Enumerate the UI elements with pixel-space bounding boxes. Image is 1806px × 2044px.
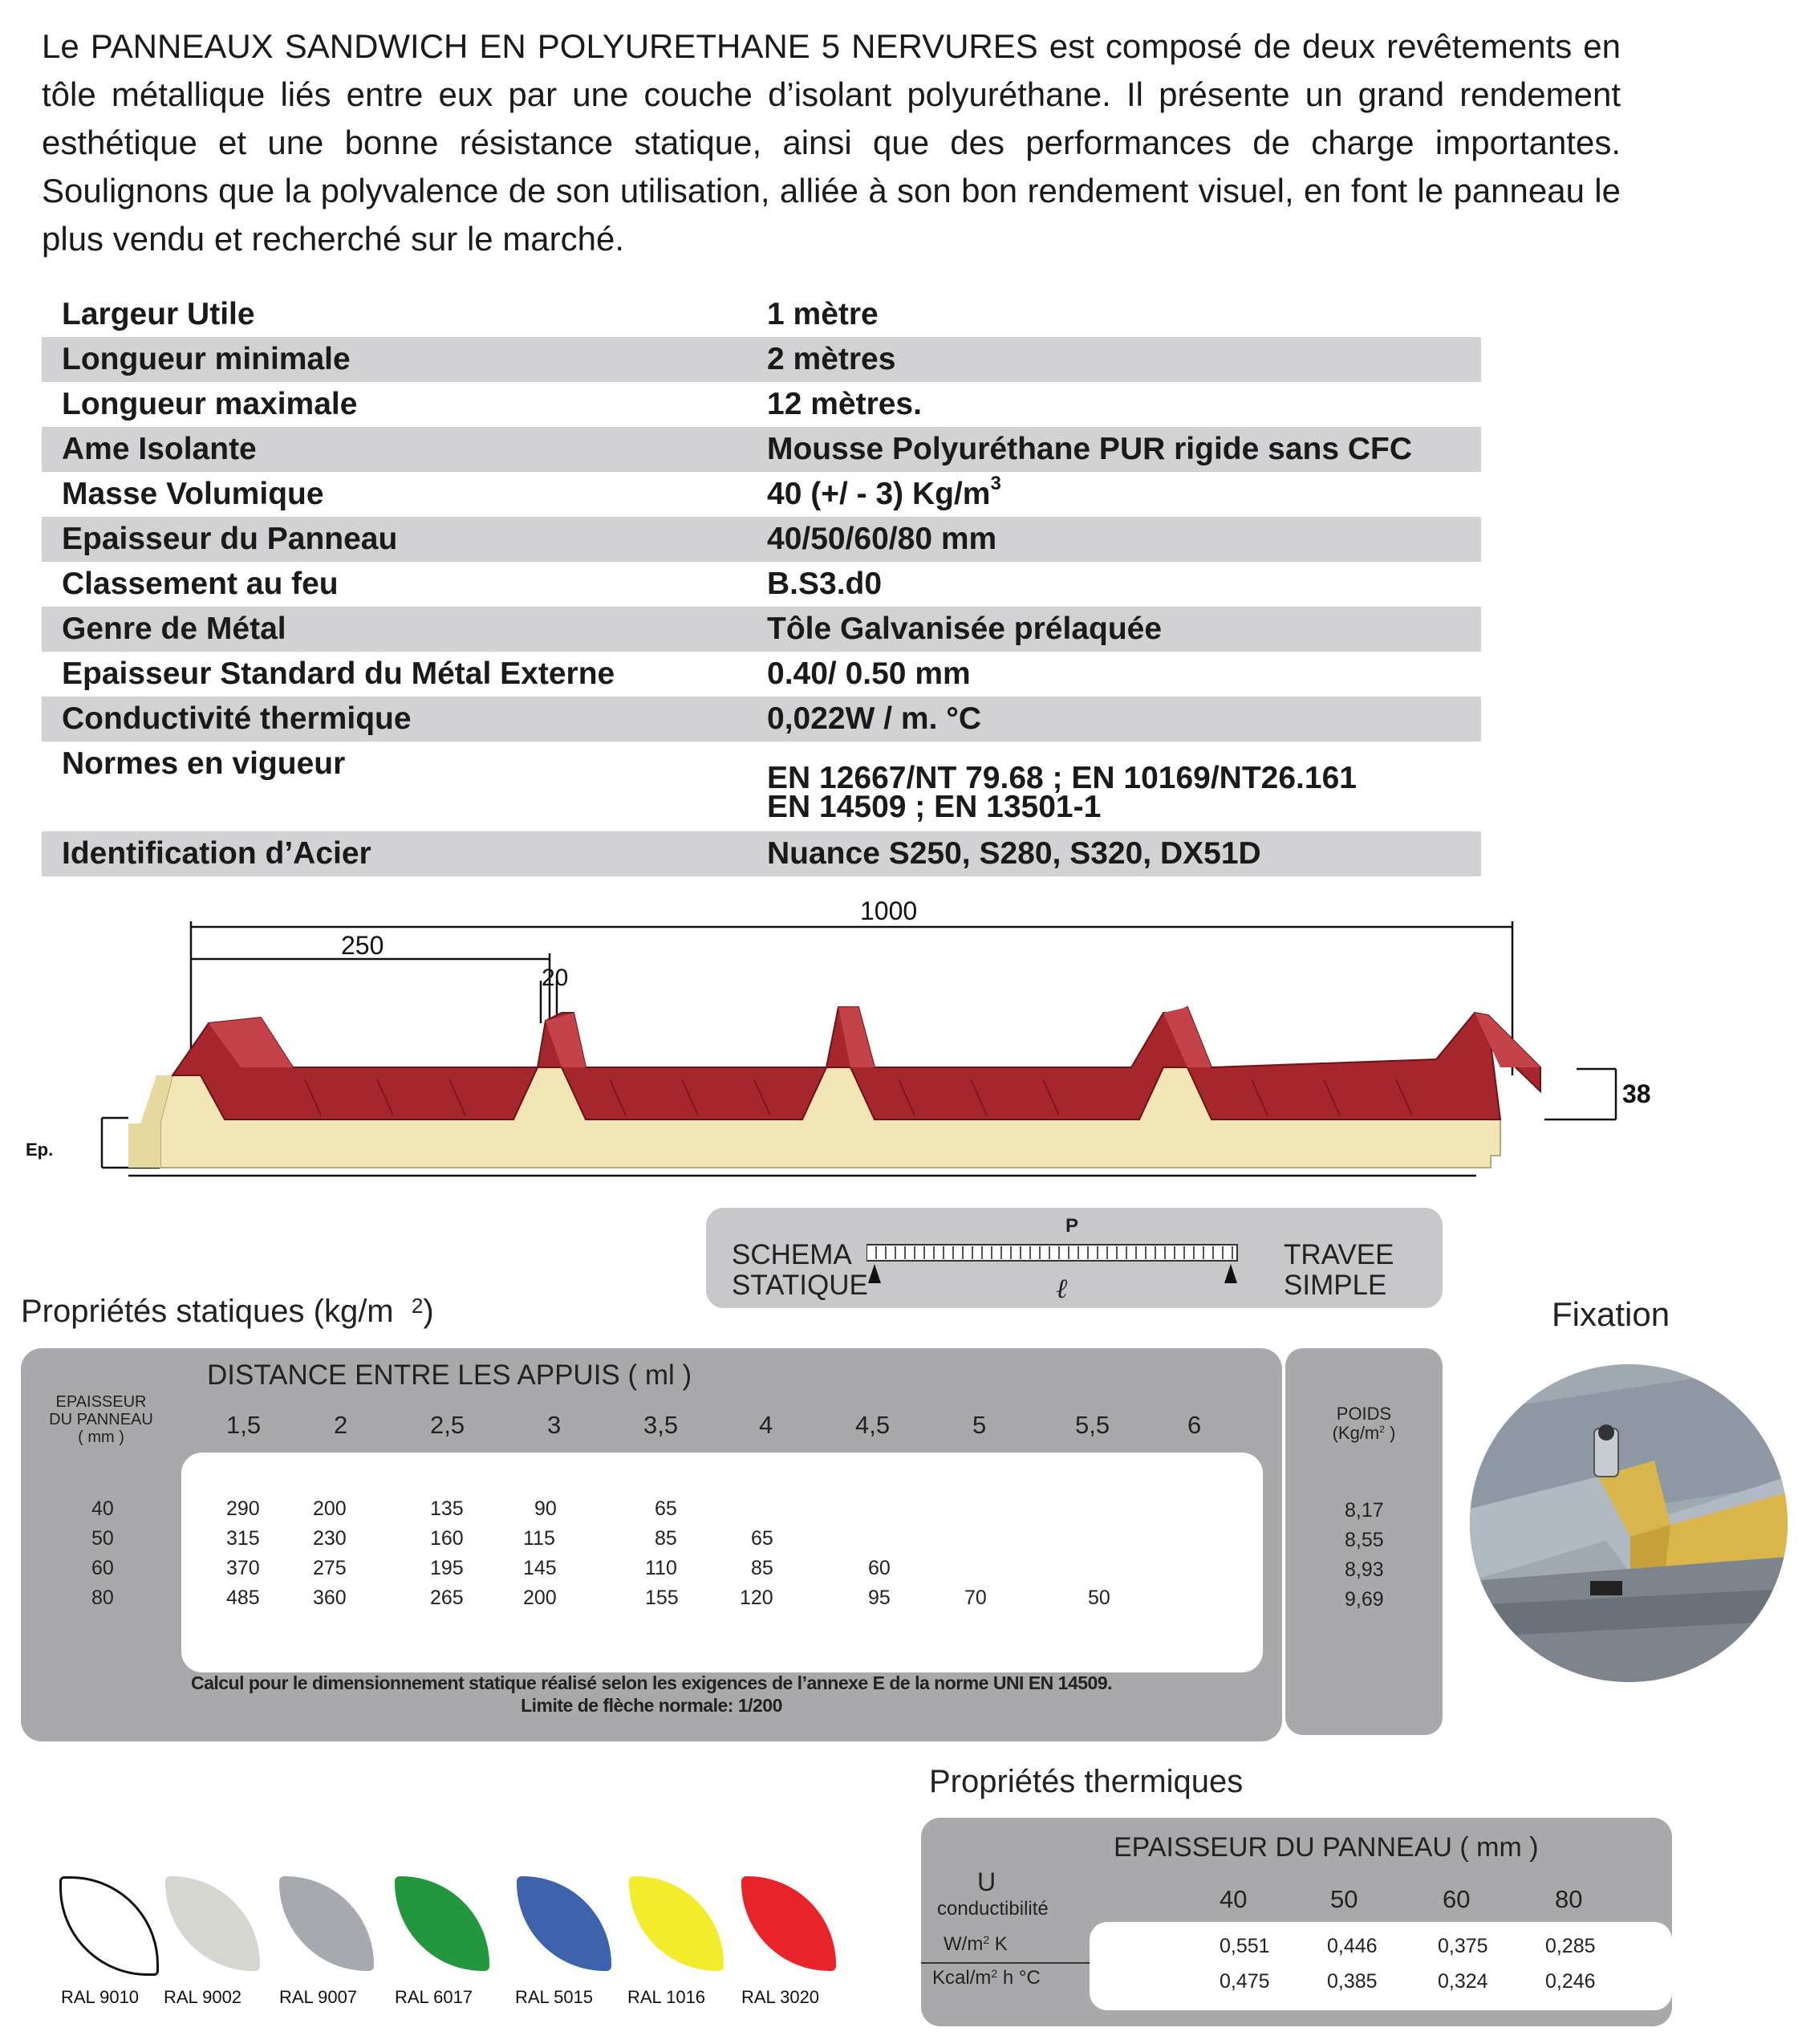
thickness-cell: 40 — [91, 1497, 114, 1520]
spec-row — [42, 382, 1481, 427]
weight-header-line: POIDS — [1336, 1404, 1392, 1424]
load-cell: 230 — [313, 1527, 347, 1550]
spec-value: 40/50/60/80 mm — [767, 522, 997, 556]
spec-row — [42, 292, 1481, 337]
dim-total-label: 1000 — [860, 896, 918, 925]
intro-paragraph: Le PANNEAUX SANDWICH EN POLYURETHANE 5 NERVURES est composé de deux revêtements en tôle métallique liés entre eux par une couche d’isolant polyuréthane. Il présente un grand rendement esthétique et une bonne résistance statique, ainsi que des performances de charge importantes. Soulignons que la polyvalence de son utilisation, alliée à son bon rendement visuel, en font le panneau le plus vendu et recherché sur le marché. — [42, 27, 1621, 258]
load-cell: 160 — [430, 1527, 464, 1550]
u-sublabel: conductibilité — [937, 1898, 1049, 1920]
thickness-header — [21, 1393, 181, 1446]
thermal-cell: 0,324 — [1438, 1970, 1488, 1993]
color-label: RAL 9007 — [279, 1987, 358, 2007]
load-cell: 275 — [313, 1557, 347, 1579]
thermal-cell: 0,446 — [1327, 1935, 1378, 1957]
fixation-illustration — [1470, 1364, 1788, 1682]
spec-value-line1: EN 12667/NT 79.68 ; EN 10169/NT26.161 — [767, 761, 1357, 795]
thermal-unit-1 — [944, 1933, 1008, 1956]
specifications-table — [42, 292, 1481, 876]
thickness-label: Ep. — [26, 1140, 54, 1160]
static-scheme-box — [706, 1208, 1443, 1308]
spec-value: B.S3.d0 — [767, 567, 883, 601]
span-type-label-2: SIMPLE — [1284, 1270, 1387, 1301]
thermal-thickness: 50 — [1330, 1885, 1358, 1913]
static-properties-table — [21, 1348, 1282, 1741]
calculation-note: Calcul pour le dimensionnement statique réalisé selon les exigences de l’annexe E de la norme UNI EN 14509. — [190, 1672, 1113, 1693]
color-label: RAL 1016 — [627, 1987, 706, 2007]
span-length-label: ℓ — [1056, 1273, 1068, 1305]
unit-sup: 2 — [983, 1933, 990, 1946]
thickness-cell: 80 — [91, 1587, 114, 1609]
load-cell: 290 — [226, 1497, 260, 1520]
dim-pitch-label: 250 — [341, 931, 384, 960]
thermal-thickness: 80 — [1555, 1885, 1583, 1913]
spec-key: Ame Isolante — [62, 432, 257, 466]
load-cell: 120 — [740, 1587, 773, 1609]
weight-header-sup: 2 — [1379, 1424, 1385, 1435]
load-cell: 85 — [751, 1557, 773, 1579]
span-header: 4 — [759, 1411, 773, 1439]
dim-rib-label: 20 — [542, 965, 569, 991]
weight-cell: 8,55 — [1345, 1529, 1384, 1551]
load-cell: 265 — [430, 1587, 464, 1609]
weight-column — [1285, 1348, 1443, 1735]
thermal-cell: 0,385 — [1327, 1970, 1378, 1993]
spec-row — [42, 831, 1481, 876]
spec-key: Normes en vigueur — [62, 746, 346, 781]
spec-value: Nuance S250, S280, S320, DX51D — [767, 836, 1261, 871]
unit-divider — [921, 1962, 1090, 1964]
weight-header — [1285, 1404, 1443, 1443]
static-title-text: Propriétés statiques (kg/m — [21, 1294, 394, 1329]
load-cell: 95 — [868, 1587, 891, 1609]
unit-end: K — [989, 1933, 1008, 1955]
unit-sup: 2 — [991, 1967, 998, 1980]
spec-value: 1 mètre — [767, 297, 879, 331]
screw-icon — [1598, 1424, 1614, 1441]
span-header: 6 — [1187, 1411, 1202, 1439]
color-label: RAL 9010 — [61, 1987, 140, 2007]
load-cell: 370 — [226, 1557, 260, 1579]
spec-row — [42, 652, 1481, 697]
load-label: P — [1065, 1215, 1079, 1237]
load-cell: 200 — [313, 1497, 347, 1520]
load-cell: 195 — [430, 1557, 464, 1579]
spec-value-sup: 3 — [990, 473, 1001, 494]
spec-key: Largeur Utile — [62, 297, 255, 331]
spec-value: Tôle Galvanisée prélaquée — [767, 612, 1163, 646]
color-swatch-ral-3020 — [741, 1876, 836, 1971]
thickness-header-line: ( mm ) — [78, 1428, 124, 1446]
load-cell: 60 — [868, 1557, 891, 1579]
distance-header: DISTANCE ENTRE LES APPUIS ( ml ) — [207, 1359, 692, 1391]
spec-key: Epaisseur Standard du Métal Externe — [62, 656, 615, 691]
u-label: U — [977, 1867, 996, 1896]
load-cell: 50 — [1088, 1587, 1110, 1609]
thickness-cell: 50 — [91, 1527, 114, 1550]
load-cell: 315 — [226, 1527, 260, 1550]
static-title-end: ) — [423, 1294, 434, 1329]
thermal-cell: 0,375 — [1438, 1935, 1488, 1957]
spec-key: Masse Volumique — [62, 477, 324, 511]
thermal-cell: 0,551 — [1220, 1935, 1270, 1957]
dim-height-label: 38 — [1622, 1079, 1651, 1108]
load-cell: 360 — [313, 1587, 347, 1609]
thermal-cell: 0,285 — [1545, 1935, 1596, 1957]
span-header: 3 — [547, 1411, 562, 1439]
thermal-properties-title: Propriétés thermiques — [929, 1764, 1244, 1799]
weight-cell: 8,93 — [1345, 1558, 1384, 1581]
load-cell: 65 — [751, 1527, 773, 1550]
spec-row — [42, 337, 1481, 382]
fixation-title: Fixation — [1552, 1295, 1670, 1333]
spec-row — [42, 427, 1481, 472]
spec-value: 0,022W / m. °C — [767, 701, 982, 736]
weight-header-line2 — [1285, 1424, 1443, 1443]
spec-row — [42, 517, 1481, 562]
span-header: 1,5 — [226, 1411, 262, 1439]
spec-row — [42, 562, 1481, 607]
span-header: 3,5 — [643, 1411, 679, 1439]
deflection-note: Limite de flèche normale: 1/200 — [521, 1695, 782, 1716]
unit-text: W/m — [944, 1933, 984, 1955]
spec-value: 0.40/ 0.50 mm — [767, 656, 971, 691]
load-cell: 85 — [655, 1527, 677, 1550]
thermal-header: EPAISSEUR DU PANNEAU ( mm ) — [1114, 1832, 1539, 1863]
load-cell: 145 — [523, 1557, 557, 1579]
weight-cell: 8,17 — [1345, 1499, 1384, 1522]
thickness-header-line: EPAISSEUR — [55, 1393, 147, 1411]
load-cell: 115 — [523, 1527, 555, 1550]
scheme-label-2: STATIQUE — [732, 1270, 868, 1301]
thermal-cell: 0,475 — [1220, 1970, 1270, 1993]
load-cell: 65 — [655, 1497, 677, 1520]
span-header: 5 — [972, 1411, 987, 1439]
spec-key: Conductivité thermique — [62, 701, 412, 736]
static-properties-title — [21, 1294, 434, 1330]
load-cell: 135 — [430, 1497, 464, 1520]
weight-header-text: (Kg/m — [1332, 1423, 1380, 1443]
spec-value — [767, 472, 1001, 517]
span-header: 2 — [334, 1411, 348, 1439]
thermal-unit-2 — [932, 1967, 1041, 1989]
color-swatch-ral-5015 — [517, 1876, 611, 1971]
spec-key: Longueur maximale — [62, 387, 358, 421]
fixation-drawing — [1470, 1364, 1788, 1682]
unit-text: Kcal/m — [932, 1967, 992, 1989]
thermal-thickness: 60 — [1443, 1885, 1471, 1913]
span-header: 2,5 — [430, 1411, 465, 1439]
color-swatch-ral-9007 — [279, 1876, 374, 1971]
span-header: 5,5 — [1075, 1411, 1110, 1439]
load-cell: 200 — [523, 1587, 557, 1609]
color-label: RAL 9002 — [164, 1987, 242, 2007]
spec-key: Genre de Métal — [62, 612, 286, 646]
weight-header-end: ) — [1384, 1423, 1396, 1443]
color-swatch-ral-9002 — [165, 1876, 260, 1971]
thermal-thickness: 40 — [1220, 1885, 1248, 1913]
color-swatch-ral-9010 — [59, 1876, 159, 1976]
spec-key: Longueur minimale — [62, 342, 351, 376]
spec-row — [42, 607, 1481, 652]
panel-profile-drawing — [0, 891, 1806, 1212]
span-type-label-1: TRAVEE — [1284, 1239, 1394, 1270]
load-cell: 155 — [645, 1587, 679, 1609]
color-label: RAL 6017 — [395, 1987, 473, 2007]
color-swatch-ral-6017 — [395, 1876, 489, 1971]
static-title-sup: 2 — [411, 1294, 424, 1318]
spec-key: Identification d’Acier — [62, 836, 371, 871]
unit-end: h °C — [997, 1967, 1041, 1989]
support-right-icon — [1224, 1264, 1237, 1283]
color-label: RAL 5015 — [515, 1987, 594, 2007]
spec-row — [42, 472, 1481, 517]
spec-value: Mousse Polyuréthane PUR rigide sans CFC — [767, 432, 1413, 466]
color-label: RAL 3020 — [741, 1987, 820, 2007]
spec-key: Epaisseur du Panneau — [62, 522, 398, 556]
beam-diagram — [866, 1241, 1244, 1306]
spec-value-line2: EN 14509 ; EN 13501-1 — [767, 790, 1102, 824]
thermal-properties-table — [921, 1818, 1672, 2026]
thickness-header-line: DU PANNEAU — [49, 1411, 153, 1428]
load-cell: 90 — [534, 1497, 557, 1520]
steel-highlights — [209, 1007, 1540, 1067]
scheme-label-1: SCHEMA — [732, 1239, 852, 1270]
spec-row — [42, 697, 1481, 742]
spec-value — [767, 761, 1357, 824]
spec-row — [42, 742, 1481, 831]
load-cell: 70 — [964, 1587, 987, 1609]
spec-value: 12 mètres. — [767, 387, 922, 421]
spec-key: Classement au feu — [62, 567, 339, 601]
lower-fixing-icon — [1590, 1581, 1622, 1595]
spec-value-text: 40 (+/ - 3) Kg/m — [767, 477, 991, 511]
color-swatch-ral-1016 — [629, 1876, 724, 1971]
thickness-cell: 60 — [91, 1557, 114, 1579]
thermal-cell: 0,246 — [1545, 1970, 1596, 1993]
load-cell: 485 — [226, 1587, 260, 1609]
support-left-icon — [868, 1264, 881, 1283]
weight-cell: 9,69 — [1345, 1588, 1384, 1611]
load-cell: 110 — [645, 1557, 677, 1579]
span-header: 4,5 — [855, 1411, 891, 1439]
spec-value: 2 mètres — [767, 342, 896, 376]
